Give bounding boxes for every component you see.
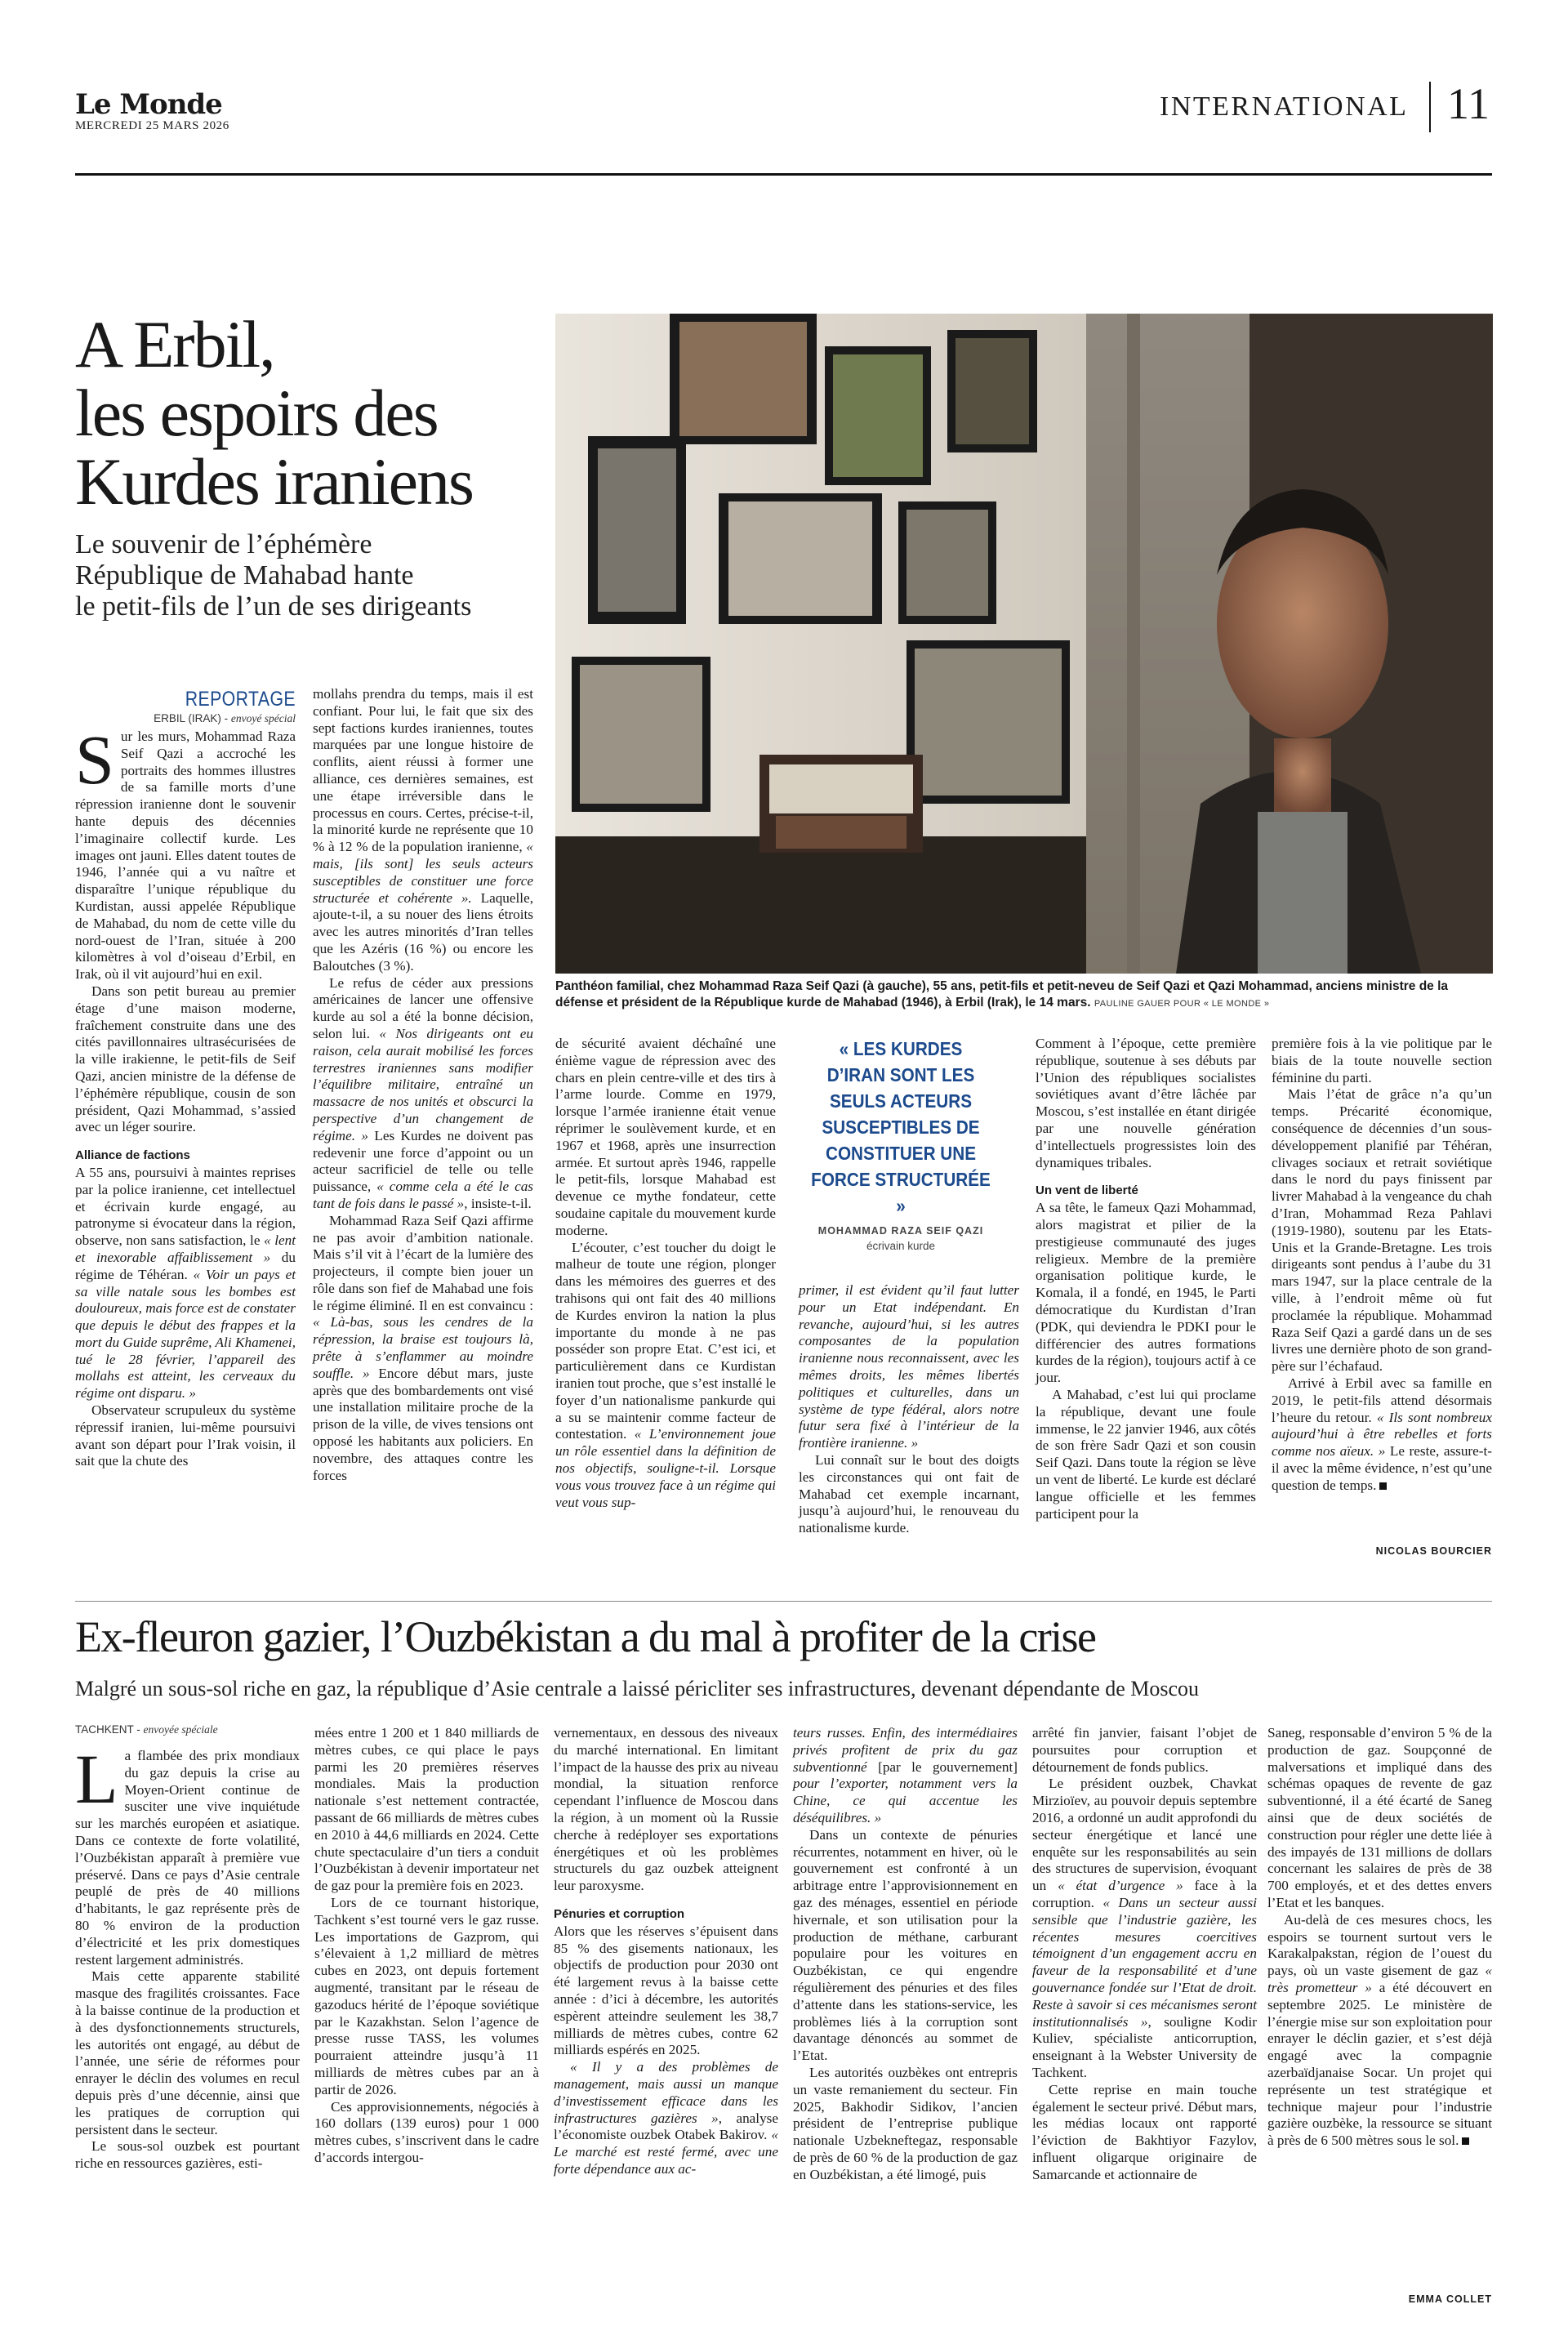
paragraph: Lui connaît sur le bout des doigts les circonstances qui ont fait de Mahabad cet exemple incarnant, jusqu’à aujourd’hui, le renouveau du nationalisme kurde. [799, 1451, 1019, 1536]
pull-quote-role: écrivain kurde [866, 1240, 936, 1252]
paragraph: vernementaux, en dessous des niveaux du marché international. En limitant l’impact de la hausse des prix au niveau mondial, la situation renforce cependant l’influence de Moscou dans la région, à un moment où la Russie cherche à redéployer ses exportations énergétiques et où les problèmes structurels du gaz ouzbek atteignent leur paroxysme. [554, 1725, 778, 1894]
text: Laquelle, ajoute-t-il, a su nouer des liens étroits avec les autres minorités d’Iran telles que les Azéris (16 %) ou encore les Baloutches (3 %). [313, 889, 534, 974]
paragraph [1267, 1912, 1492, 2150]
quote: « Il y a des problèmes de management, mais aussi un manque d’investissement efficace dans les infrastructures gazières » [554, 2059, 778, 2126]
deck-line: le petit-fils de l’un de ses dirigeants [75, 591, 472, 622]
text: Au-delà de ces mesures chocs, les espoirs se tournent surtout vers le Karakalpakstan, région de l’ouest du pays, où un vaste gisement de gaz [1267, 1911, 1492, 1979]
dropcap: S [75, 720, 114, 799]
paragraph: Comment à l’époque, cette première république, soutenue à ses débuts par l’Union des républiques socialistes soviétiques avant d’être lâchée par Moscou, s’est installée en étant dirigée par une nouvelle génération d’intellectuels progressistes loin des dynamiques tribales. [1036, 1036, 1256, 1170]
article-1-column-1 [75, 720, 296, 1562]
paragraph: Mais l’état de grâce n’a qu’un temps. Précarité économique, conséquence de décennies d’un sous-développement planifié par Téhéran, clivages sociaux et retrait soviétique dans le nord du pays finissent par livrer Mahabad à la vengeance du chah d’Iran, Mohammad Reza Pahlavi (1919-1980), soutenu par les Etats-Unis et la Grande-Bretagne. Les trois dirigeants sont pendus à l’aube du 31 mars 1947, sur la place centrale de la ville, à l’endroit même où fut proclamée la république. Mohammad Raza Seif Qazi a gardé dans un de ses livres une dernière photo de son grand-père sur l’échafaud. [1272, 1086, 1492, 1375]
text: Le reste, assure-t-il avec la même évidence, n’est qu’une question de temps. [1272, 1443, 1492, 1493]
text: a été découvert en septembre 2025. Le ministère de l’énergie mise sur son exploitation pour enrayer le déclin gazier, et s’est déjà engagé avec la compagnie azerbaïdjanaise Socar. Un projet qui représente un test stratégique et technique majeur pour l’industrie gazière ouzbèke, la ressource se situant à près de 6 500 mètres sous le sol. [1267, 1979, 1492, 2149]
byline-role: envoyé spécial [230, 712, 296, 724]
quote: « lent et inexorable affaiblissement » [75, 1232, 296, 1265]
paragraph: Dans son petit bureau au premier étage d’une maison moderne, fraîchement construite dans une des cités pavillonnaires ultrasécurisées de la ville irakienne, le petit-fils de Seif Qazi, ancien ministre de la défense de l’éphémère république, cousin de son président, Qazi Mohammad, s’assied avec un léger sourire. [75, 983, 296, 1135]
paragraph [555, 1240, 776, 1512]
paragraph [75, 1165, 296, 1402]
caption-text: Panthéon familial, chez Mohammad Raza Seif Qazi (à gauche), 55 ans, petit-fils et petit-neveu de Seif Qazi et Qazi Mohammad, anciens ministre de la défense et président de la République kurde de Mahabad (1946), à Erbil (Irak), le 14 mars. [555, 979, 1449, 1010]
article-1-signature: NICOLAS BOURCIER [1375, 1545, 1492, 1557]
text: Encore début mars, juste après que des bombardements ont visé une installation militaire proche de la prison de la ville, de vives tensions ont opposé les habitants aux policiers. En novembre, des attaques contre les forces [313, 1365, 533, 1483]
article-1-column-3 [555, 1036, 776, 1567]
paragraph: Lors de ce tournant historique, Tachkent s’est tourné vers le gaz russe. Les importations de Gazprom, qui s’élevaient à 1,2 milliard de mètres cubes en 2023, ont depuis fortement augmenté, transitant par le réseau de gazoducs hérité de l’époque soviétique par le Kazakhstan. Selon l’agence de presse russe TASS, les volumes pourraient atteindre jusqu’à 11 milliards de mètres cubes par an à partir de 2026. [314, 1894, 539, 2097]
paragraph: ur les murs, Mohammad Raza Seif Qazi a accroché les portraits des hommes illustres de sa famille morts d’une répression iranienne dont le souvenir hante depuis des décennies l’imaginaire collectif kurde. Les images ont jauni. Elles datent toutes de 1946, l’année qui a vu naître et disparaître l’unique république du Kurdistan, aussi appelée République de Mahabad, du nom de cette ville du nord-ouest de l’Iran, située à 200 kilomètres à vol d’oiseau d’Erbil, en Irak, où il vit aujourd’hui en exil. [75, 729, 296, 983]
article-2-column-6 [1267, 1725, 1492, 2289]
quote: teurs russes. Enfin, des intermédiaires privés profitent de prix du gaz subventionné [793, 1725, 1018, 1775]
photo-credit: PAULINE GAUER POUR « LE MONDE » [1094, 999, 1270, 1009]
quote: « Là-bas, sous les cendres de la répression, la braise est toujours là, prête à s’enflammer au moindre souffle. » [313, 1314, 533, 1381]
text: du régime de Téhéran. [75, 1249, 296, 1282]
text: [par le gouvernement] [866, 1758, 1018, 1775]
quote: « Voir un pays et sa ville natale sous les bombes est douloureux, mais force est de constater que depuis le début des frappes et la mort du Guide suprême, Ali Khamenei, tué le 28 février, l’appareil des mollahs est atteint, les cerveaux du régime ont disparu. » [75, 1266, 296, 1402]
text: , insiste-t-il. [464, 1195, 532, 1211]
paragraph [313, 1213, 533, 1485]
paragraph [1032, 1776, 1257, 2081]
end-mark [1379, 1482, 1387, 1490]
article-separator [75, 1601, 1492, 1602]
paragraph: Alors que les réserves s’épuisent dans 85 % des gisements nationaux, les objectifs de production pour 2030 ont été largement revus à la baisse cette année : d’ici à décembre, les autorités espèrent atteindre seulement les 38,7 milliards de mètres cubes, contre 62 milliards espérés en 2025. [554, 1923, 778, 2058]
text: Arrivé à Erbil avec sa famille en 2019, le petit-fils attend désormais l’heure du retour. [1272, 1375, 1492, 1425]
paragraph: arrêté fin janvier, faisant l’objet de poursuites pour corruption et détournement de fonds publics. [1032, 1725, 1257, 1775]
text: , analyse l’économiste ouzbek Otabek Bakirov. [554, 2110, 778, 2143]
text: Mohammad Raza Seif Qazi affirme ne pas avoir d’ambition nationale. Mais s’il vit à l’écart de la lumière des projecteurs, il compte bien jouer un rôle dans son fief de Mahabad une fois le régime éliminé. Il en est convaincu : [313, 1212, 533, 1313]
paragraph: première fois à la vie politique par le biais de la toute nouvelle section féminine du parti. [1272, 1036, 1492, 1085]
article-1-column-2 [313, 686, 533, 1564]
header-rule [75, 173, 1492, 176]
byline-role: envoyée spéciale [143, 1723, 218, 1736]
quote: « Ils sont nombreux aujourd’hui à être rebelles et forts comme nos aïeux. » [1272, 1409, 1492, 1460]
paragraph: Les autorités ouzbèkes ont entrepris un vaste remaniement du secteur. Fin 2025, Bakhodir Sidikov, l’ancien président de l’entreprise publique nationale Uzbekneftegaz, responsable de près de 60 % de la production de gaz en Ouzbékistan, a été limogé, puis [793, 2064, 1018, 2182]
article-1-title [75, 307, 549, 519]
article-2-deck: Malgré un sous-sol riche en gaz, la république d’Asie centrale a laissé péricliter ses infrastructures, devenant dépendante de Moscou [75, 1677, 1200, 1700]
header-divider [1429, 82, 1431, 132]
paragraph: Saneg, responsable d’environ 5 % de la production de gaz. Soupçonné de malversations et impliqué dans des schémas opaques de revente de gaz subventionné, il a été écarté de Saneg ainsi que de deux sociétés de construction pour régler une dette liée à des impayés de 131 millions de dollars concernant les salaires de près de 38 700 employés, et et des dettes envers l’Etat et les banques. [1267, 1725, 1492, 1910]
quote: « Dans un secteur aussi sensible que l’industrie gazière, les récentes mesures coercitives témoignent d’un engagement accru en faveur de la responsabilité et d’une gouvernance fondée sur l’Etat de droit. Reste à savoir si ces mécanismes seront institutionnalisés » [1032, 1894, 1257, 2030]
paragraph: Cette reprise en main touche également le secteur privé. Début mars, les médias locaux ont rapporté l’éviction de Bakhtiyor Fazylov, influent oligarque originaire de Samarcande et actionnaire de [1032, 2081, 1257, 2182]
byline-place: ERBIL (IRAK) - [154, 712, 229, 724]
paragraph [313, 686, 533, 975]
subheading: Un vent de liberté [1036, 1183, 1138, 1198]
quote: « très prometteur » [1267, 1963, 1492, 1995]
text: , souligne Kodir Kuliev, spécialiste anticorruption, enseignant à la Webster University de Tachkent. [1032, 2013, 1258, 2080]
paragraph [1272, 1375, 1492, 1495]
text: Les Kurdes ne doivent pas redevenir une force d’appoint ou un acteur sacrificiel de telle ou telle puissance, [313, 1127, 533, 1195]
deck-line: Le souvenir de l’éphémère [75, 529, 372, 559]
subheading: Alliance de factions [75, 1148, 190, 1163]
article-2-signature: EMMA COLLET [1408, 2293, 1492, 2305]
text: Le président ouzbek, Chavkat Mirzioïev, au pouvoir depuis septembre 2016, a ordonné un audit approfondi du secteur énergétique et lancé une enquête sur les responsabilités au sein des structures de supervision, évoquant un [1032, 1776, 1257, 1894]
paragraph: mées entre 1 200 et 1 840 milliards de mètres cubes, ce qui place le pays parmi les 20 premières réserves mondiales. Mais la production nationale s’est nettement contractée, passant de 66 milliards de mètres cubes en 2010 à 44,6 milliards en 2024. Cette chute spectaculaire d’un tiers a conduit l’Ouzbékistan à devenir importateur net de gaz pour la première fois en 2023. [314, 1725, 539, 1894]
text: L’écouter, c’est toucher du doigt le malheur de toute une région, plonger dans les mémoires des guerres et des trahisons qui ont fait des 40 millions de Kurdes environ la nation la plus importante du monde à ne pas posséder son propre Etat. C’est ici, et particulièrement dans ce Kurdistan iranien tout proche, que s’est installé le foyer d’un nationalisme pankurde qui a su se maintenir comme facteur de contestation. [555, 1239, 776, 1442]
article-1-column-5 [1036, 1036, 1256, 1567]
article-2-column-4 [793, 1725, 1018, 2313]
paragraph: Dans un contexte de pénuries récurrentes, notamment en hiver, où le gouvernement est confronté à un arbitrage entre l’approvisionnement en gaz des ménages, essentiel en période hivernale, et son utilisation pour la production de méthane, carburant populaire pour les voitures en Ouzbékistan, ce qui engendre régulièrement des pénuries et des files d’attente dans les stations-service, les problèmes liés à la corruption sont davantage dénoncés au sommet de l’Etat. [793, 1826, 1018, 2064]
paragraph: Observateur scrupuleux du système répressif iranien, lui-même poursuivi avant son départ pour l’Irak voisin, il sait que la chute des [75, 1402, 296, 1469]
paragraph [799, 1282, 1019, 1452]
pull-quote: « LES KURDES D’IRAN SONT LES SEULS ACTEURS SUSCEPTIBLES DE CONSTITUER UNE FORCE STRUCTURÉE » [811, 1038, 991, 1216]
dropcap: L [75, 1740, 118, 1818]
title-line: les espoirs des [75, 376, 438, 450]
quote: pour l’exporter, notamment vers la Chine, ce qui accentue les déséquilibres. » [793, 1776, 1018, 1825]
paragraph [793, 1725, 1018, 1827]
paragraph: A sa tête, le fameux Qazi Mohammad, alors magistrat et pilier de la prestigieuse communauté des juges religieux. Membre de la première organisation politique kurde, le Komala, il a fondé, en 1945, le Parti démocratique du Kurdistan d’Iran (PDK, qui deviendra le PDKI pour le différencier des autres formations kurdes de la région), toujours actif à ce jour. [1036, 1200, 1256, 1386]
photo-illustration [555, 314, 1493, 974]
quote: primer, il est évident qu’il faut lutter pour un Etat indépendant. En revanche, aujourd’hui, si les autres composantes de la population iranienne nous reconnaissent, avec les mêmes droits, les mêmes libertés politiques et culturelles, dans un système de type fédéral, alors notre futur sera fixé à l’intérieur de la frontière iranienne. » [799, 1282, 1019, 1451]
paragraph: de sécurité avaient déchaîné une énième vague de répression avec des chars en plein centre-ville et des tirs à l’arme lourde. Comme en 1979, lorsque l’armée iranienne était venue réprimer le soulèvement kurde, et en 1967 et 1968, après une insurrection armée. Et surtout après 1946, rappelle le petit-fils, lorsque Mahabad est devenue ce mythe fondateur, cette soudaine capitale du mouvement kurde moderne. [555, 1036, 776, 1238]
quote: « mais, [ils sont] les seuls acteurs susceptibles de constituer une force structurée et cohérente ». [313, 839, 533, 906]
text: Le refus de céder aux pressions américaines de lancer une offensive kurde au sol a été la bonne décision, selon lui. [313, 974, 533, 1041]
quote: « Nos dirigeants ont eu raison, cela aurait mobilisé les forces terrestres iraniennes sans modifier l’équilibre militaire, entraîné un massacre de nos unités et obscurci la perspective d’un changement de régime. » [313, 1025, 533, 1143]
quote: « comme cela a été le cas tant de fois dans le passé » [313, 1179, 533, 1211]
title-line: A Erbil, [75, 307, 274, 381]
title-line: Kurdes iraniens [75, 444, 473, 519]
paragraph: Mais cette apparente stabilité masque des fragilités croissantes. Face à la baisse continue de la production et à des dysfonctionnements structurels, les autorités ont engagé, au début de l’année, une série de réformes pour enrayer le déclin des volumes en recul depuis près d’une décennie, ainsi que les pratiques de corruption qui persistent dans le secteur. [75, 1968, 300, 2137]
text: mollahs prendra du temps, mais il est confiant. Pour lui, le fait que six des sept factions kurdes iraniennes, toutes marquées par une longue histoire de conflits, aient réussi à former une alliance, ces dernières semaines, est une étape irréversible dans le processus en cours. Certes, précise-t-il, la minorité kurde ne représente que 10 % à 12 % de la population iranienne, [313, 686, 533, 855]
deck-line: République de Mahabad hante [75, 560, 414, 591]
end-mark [1462, 2137, 1469, 2145]
article-2-column-3 [554, 1725, 778, 2313]
newspaper-logo: Le Monde [75, 88, 222, 121]
article-2-byline [75, 1723, 300, 1736]
photo-caption [555, 978, 1493, 1012]
article-1-photo [555, 314, 1493, 974]
article-1-column-4 [799, 1282, 1019, 1564]
paragraph [313, 975, 533, 1213]
article-2-title: Ex-fleuron gazier, l’Ouzbékistan a du mal à profiter de la crise [75, 1612, 1096, 1661]
text: A 55 ans, poursuivi à maintes reprises par la police iranienne, cet intellectuel et écrivain kurde engagé, au patronyme si évocateur dans la région, observe, non sans satisfaction, le [75, 1164, 296, 1249]
article-1-deck [75, 529, 565, 622]
byline-place: TACHKENT - [75, 1723, 140, 1736]
quote: « L’environnement joue un rôle essentiel dans la définition de nos objectifs, souligne-t-il. Lorsque vous vous trouvez face à un régime qui veut vous sup- [555, 1426, 776, 1510]
article-2-column-1 [75, 1740, 300, 2311]
paragraph: Le sous-sol ouzbek est pourtant riche en ressources gazières, esti- [75, 2138, 300, 2172]
page-number: 11 [1447, 79, 1490, 128]
paragraph: Ces approvisionnements, négociés à 160 dollars (139 euros) pour 1 000 mètres cubes, s’inscrivent dans le cadre d’accords intergou- [314, 2098, 539, 2165]
article-label: REPORTAGE [185, 688, 296, 711]
text: face à la corruption. [1032, 1878, 1257, 1910]
article-2-column-5 [1032, 1725, 1257, 2313]
paragraph: A Mahabad, c’est lui qui proclame la république, devant une foule immense, le 22 janvier 1946, aux côtés de son frère Sadr Qazi et son cousin Seif Qazi. Dans toute la région se lève un vent de liberté. Le kurde est déclaré langue officielle et les femmes participent pour la [1036, 1386, 1256, 1522]
quote: « Le marché est resté fermé, avec une forte dépendance aux ac- [554, 2127, 778, 2177]
section-title: INTERNATIONAL [1160, 91, 1409, 122]
issue-date: MERCREDI 25 MARS 2026 [75, 119, 229, 132]
article-1-column-6 [1272, 1036, 1492, 1542]
subheading: Pénuries et corruption [554, 1906, 685, 1921]
article-2-column-2 [314, 1725, 539, 2313]
paragraph: a flambée des prix mondiaux du gaz depuis la crise au Moyen-Orient continue de susciter une vive inquiétude sur les marchés européen et asiatique. Dans ce contexte de forte volatilité, l’Ouzbékistan apparaît à première vue préservé. Dans ce pays d’Asie centrale peuplé de près de 40 millions d’habitants, le gaz représente près de 80 % environ de la production d’électricité et les prix domestiques restent largement administrés. [75, 1748, 300, 1968]
paragraph [554, 2059, 778, 2178]
quote: « état d’urgence » [1058, 1878, 1183, 1894]
pull-quote-author: MOHAMMAD RAZA SEIF QAZI [817, 1225, 984, 1237]
